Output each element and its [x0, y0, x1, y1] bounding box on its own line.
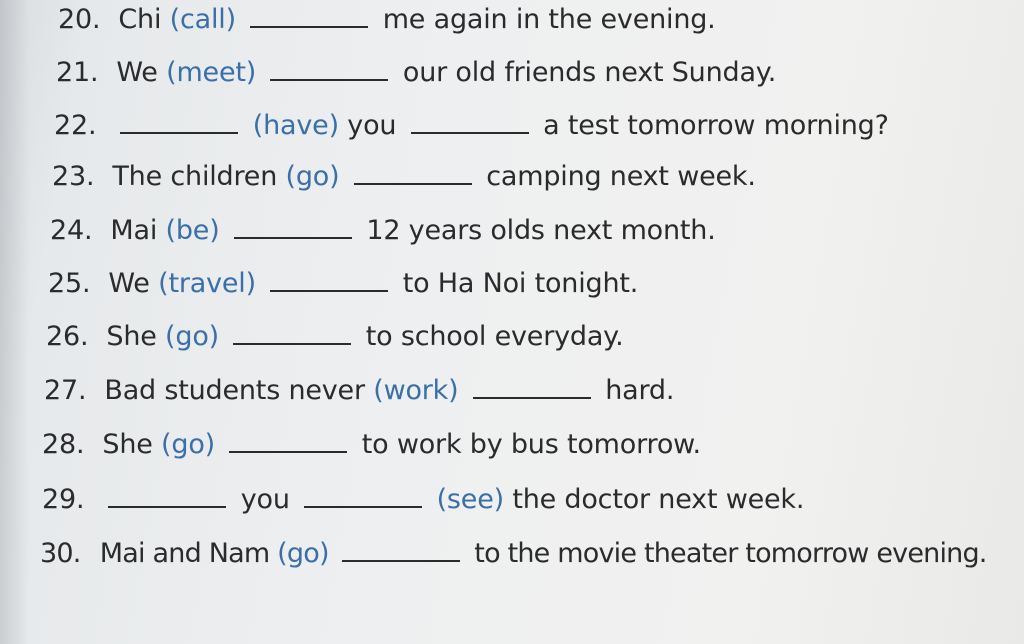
exercise-item-30	[40, 538, 987, 569]
item-number: 28.	[42, 429, 85, 460]
verb-hint: (travel)	[158, 268, 256, 299]
sentence-rest: camping next week.	[486, 161, 756, 192]
verb-hint: (meet)	[166, 57, 257, 88]
subject: Mai and Nam	[99, 538, 270, 569]
answer-blank[interactable]	[270, 290, 388, 292]
item-number: 21.	[56, 57, 99, 88]
subject: Bad students never	[104, 375, 365, 406]
verb-hint: (go)	[165, 321, 219, 352]
verb-hint: (call)	[169, 4, 236, 35]
answer-blank[interactable]	[411, 132, 529, 134]
item-number: 22.	[54, 110, 97, 141]
subject: She	[106, 321, 157, 352]
verb-hint: (work)	[373, 375, 459, 406]
verb-hint: (be)	[165, 215, 220, 246]
answer-blank[interactable]	[354, 183, 472, 185]
sentence-rest: to work by bus tomorrow.	[361, 429, 701, 460]
sentence-rest: to the movie theater tomorrow evening.	[474, 538, 987, 569]
subject: She	[102, 429, 153, 460]
answer-blank[interactable]	[473, 397, 591, 399]
verb-hint: (go)	[285, 161, 340, 192]
answer-blank[interactable]	[270, 79, 388, 81]
item-number: 30.	[40, 538, 81, 569]
subject: Chi	[118, 4, 162, 35]
sentence-rest: to Ha Noi tonight.	[402, 268, 639, 299]
answer-blank[interactable]	[229, 451, 347, 453]
item-number: 24.	[50, 215, 93, 246]
sentence-rest: me again in the evening.	[382, 4, 716, 35]
subject: you	[347, 110, 397, 141]
sentence-rest: the doctor next week.	[512, 484, 805, 515]
sentence-rest: 12 years olds next month.	[366, 215, 716, 246]
verb-hint: (have)	[252, 110, 339, 141]
subject: We	[116, 57, 158, 88]
item-number: 26.	[46, 321, 89, 352]
sentence-rest: to school everyday.	[365, 321, 624, 352]
exercise-item-27	[44, 375, 674, 406]
subject: Mai	[110, 215, 158, 246]
verb-hint: (go)	[277, 538, 329, 569]
exercise-item-24	[50, 215, 716, 246]
exercise-item-29	[42, 484, 804, 515]
sentence-rest: our old friends next Sunday.	[402, 57, 777, 88]
verb-hint: (go)	[161, 429, 215, 460]
item-number: 20.	[58, 4, 101, 35]
sentence-rest: a test tomorrow morning?	[543, 110, 889, 141]
item-number: 23.	[52, 161, 95, 192]
answer-blank[interactable]	[120, 132, 238, 134]
item-number: 29.	[42, 484, 85, 515]
answer-blank[interactable]	[108, 506, 226, 508]
item-number: 27.	[44, 375, 87, 406]
sentence-rest: hard.	[605, 375, 675, 406]
exercise-item-23	[52, 161, 756, 192]
subject: you	[240, 484, 290, 515]
answer-blank[interactable]	[233, 343, 351, 345]
exercise-item-26	[46, 321, 623, 352]
answer-blank[interactable]	[234, 237, 352, 239]
item-number: 25.	[48, 268, 91, 299]
exercise-item-28	[42, 429, 701, 460]
page-edge-shadow	[0, 0, 30, 644]
answer-blank[interactable]	[250, 26, 368, 28]
exercise-item-20	[58, 4, 716, 35]
answer-blank[interactable]	[342, 560, 460, 562]
exercise-item-21	[56, 57, 776, 88]
exercise-item-22	[54, 110, 889, 141]
answer-blank[interactable]	[304, 506, 422, 508]
subject: The children	[112, 161, 278, 192]
exercise-item-25	[48, 268, 638, 299]
subject: We	[108, 268, 150, 299]
verb-hint: (see)	[436, 484, 504, 515]
